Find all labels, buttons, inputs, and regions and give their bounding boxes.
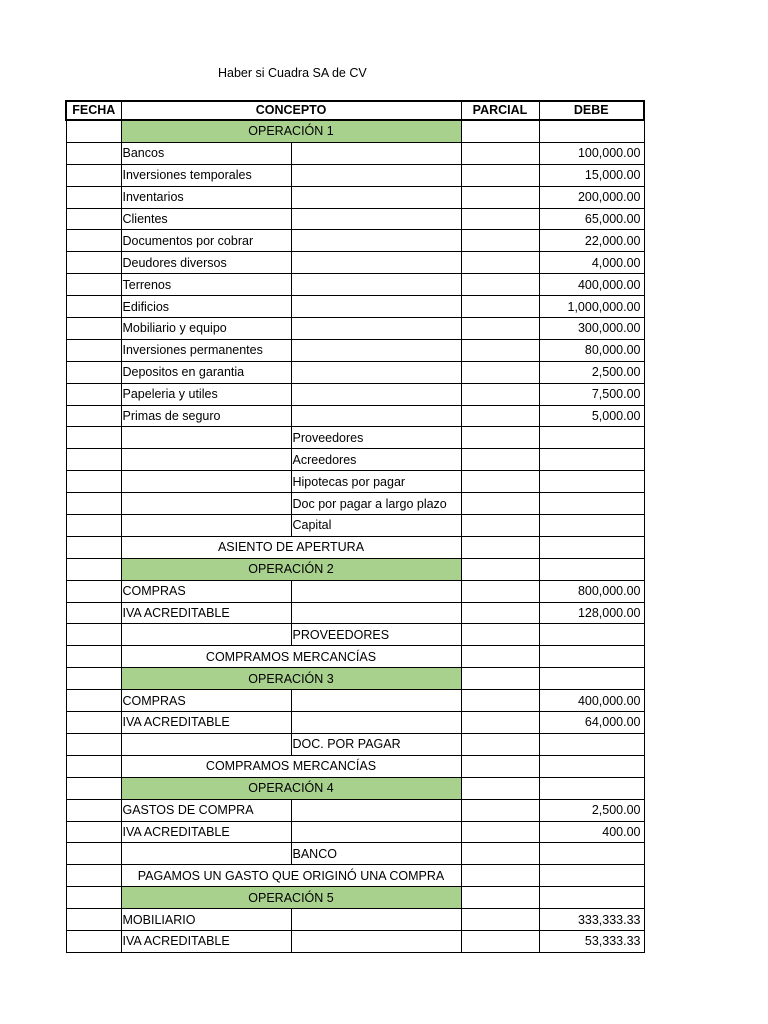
parcial-cell bbox=[461, 515, 539, 537]
debit-account: Edificios bbox=[121, 296, 291, 318]
fecha-cell bbox=[66, 252, 121, 274]
concepto-debit-cell bbox=[121, 733, 291, 755]
table-row bbox=[66, 339, 644, 361]
concepto-debit-cell bbox=[121, 493, 291, 515]
concepto-credit-cell bbox=[291, 361, 461, 383]
parcial-cell bbox=[461, 449, 539, 471]
parcial-cell bbox=[461, 865, 539, 887]
debit-account: Deudores diversos bbox=[121, 252, 291, 274]
debe-amount: 64,000.00 bbox=[539, 712, 644, 734]
credit-account: Hipotecas por pagar bbox=[291, 471, 461, 493]
fecha-cell bbox=[66, 646, 121, 668]
parcial-cell bbox=[461, 558, 539, 580]
debe-amount bbox=[539, 777, 644, 799]
concepto-credit-cell bbox=[291, 208, 461, 230]
parcial-cell bbox=[461, 690, 539, 712]
parcial-cell bbox=[461, 405, 539, 427]
parcial-cell bbox=[461, 208, 539, 230]
journal-body bbox=[66, 120, 644, 952]
table-row bbox=[66, 383, 644, 405]
parcial-cell bbox=[461, 646, 539, 668]
operation-header-row bbox=[66, 558, 644, 580]
table-row bbox=[66, 230, 644, 252]
debit-account: Depositos en garantia bbox=[121, 361, 291, 383]
parcial-cell bbox=[461, 755, 539, 777]
concepto-debit-cell bbox=[121, 427, 291, 449]
debe-amount: 5,000.00 bbox=[539, 405, 644, 427]
parcial-cell bbox=[461, 536, 539, 558]
fecha-cell bbox=[66, 843, 121, 865]
parcial-cell bbox=[461, 668, 539, 690]
concepto-credit-cell bbox=[291, 296, 461, 318]
parcial-cell bbox=[461, 602, 539, 624]
debit-account: COMPRAS bbox=[121, 690, 291, 712]
table-row bbox=[66, 690, 644, 712]
parcial-cell bbox=[461, 383, 539, 405]
header-concepto: CONCEPTO bbox=[121, 101, 461, 120]
concepto-debit-cell bbox=[121, 449, 291, 471]
concepto-credit-cell bbox=[291, 930, 461, 952]
debe-amount bbox=[539, 515, 644, 537]
debe-amount bbox=[539, 843, 644, 865]
concepto-debit-cell bbox=[121, 624, 291, 646]
parcial-cell bbox=[461, 339, 539, 361]
table-row bbox=[66, 361, 644, 383]
parcial-cell bbox=[461, 624, 539, 646]
debe-amount: 80,000.00 bbox=[539, 339, 644, 361]
fecha-cell bbox=[66, 296, 121, 318]
concepto-credit-cell bbox=[291, 339, 461, 361]
debe-amount: 15,000.00 bbox=[539, 164, 644, 186]
fecha-cell bbox=[66, 733, 121, 755]
fecha-cell bbox=[66, 668, 121, 690]
parcial-cell bbox=[461, 909, 539, 931]
fecha-cell bbox=[66, 383, 121, 405]
fecha-cell bbox=[66, 164, 121, 186]
debit-account: Primas de seguro bbox=[121, 405, 291, 427]
parcial-cell bbox=[461, 120, 539, 142]
parcial-cell bbox=[461, 186, 539, 208]
concepto-credit-cell bbox=[291, 821, 461, 843]
debit-account: Papeleria y utiles bbox=[121, 383, 291, 405]
concepto-credit-cell bbox=[291, 164, 461, 186]
debe-amount: 400,000.00 bbox=[539, 690, 644, 712]
debe-amount: 400,000.00 bbox=[539, 274, 644, 296]
debe-amount: 4,000.00 bbox=[539, 252, 644, 274]
parcial-cell bbox=[461, 799, 539, 821]
table-row bbox=[66, 186, 644, 208]
table-row bbox=[66, 274, 644, 296]
debe-amount bbox=[539, 536, 644, 558]
credit-account: Proveedores bbox=[291, 427, 461, 449]
fecha-cell bbox=[66, 930, 121, 952]
fecha-cell bbox=[66, 887, 121, 909]
fecha-cell bbox=[66, 361, 121, 383]
fecha-cell bbox=[66, 865, 121, 887]
debe-amount bbox=[539, 733, 644, 755]
debe-amount: 2,500.00 bbox=[539, 799, 644, 821]
debe-amount bbox=[539, 865, 644, 887]
journal-table bbox=[65, 100, 645, 953]
parcial-cell bbox=[461, 164, 539, 186]
debe-amount: 333,333.33 bbox=[539, 909, 644, 931]
debe-amount bbox=[539, 668, 644, 690]
table-row bbox=[66, 580, 644, 602]
table-row bbox=[66, 821, 644, 843]
operation-label: OPERACIÓN 5 bbox=[121, 887, 461, 909]
concepto-credit-cell bbox=[291, 186, 461, 208]
debe-amount: 200,000.00 bbox=[539, 186, 644, 208]
debe-amount: 53,333.33 bbox=[539, 930, 644, 952]
parcial-cell bbox=[461, 493, 539, 515]
fecha-cell bbox=[66, 558, 121, 580]
table-row bbox=[66, 799, 644, 821]
parcial-cell bbox=[461, 274, 539, 296]
debe-amount bbox=[539, 427, 644, 449]
parcial-cell bbox=[461, 471, 539, 493]
debit-account: IVA ACREDITABLE bbox=[121, 930, 291, 952]
concepto-credit-cell bbox=[291, 230, 461, 252]
table-row bbox=[66, 471, 644, 493]
debit-account: COMPRAS bbox=[121, 580, 291, 602]
concepto-credit-cell bbox=[291, 602, 461, 624]
fecha-cell bbox=[66, 821, 121, 843]
operation-header-row bbox=[66, 777, 644, 799]
entry-description-row bbox=[66, 646, 644, 668]
fecha-cell bbox=[66, 208, 121, 230]
table-row bbox=[66, 318, 644, 340]
table-row bbox=[66, 252, 644, 274]
fecha-cell bbox=[66, 777, 121, 799]
fecha-cell bbox=[66, 471, 121, 493]
fecha-cell bbox=[66, 580, 121, 602]
fecha-cell bbox=[66, 690, 121, 712]
parcial-cell bbox=[461, 230, 539, 252]
fecha-cell bbox=[66, 142, 121, 164]
table-row bbox=[66, 843, 644, 865]
parcial-cell bbox=[461, 296, 539, 318]
debe-amount bbox=[539, 646, 644, 668]
fecha-cell bbox=[66, 493, 121, 515]
parcial-cell bbox=[461, 887, 539, 909]
parcial-cell bbox=[461, 427, 539, 449]
debe-amount bbox=[539, 493, 644, 515]
table-row bbox=[66, 208, 644, 230]
table-row bbox=[66, 624, 644, 646]
operation-header-row bbox=[66, 120, 644, 142]
debe-amount: 2,500.00 bbox=[539, 361, 644, 383]
entry-description-row bbox=[66, 865, 644, 887]
fecha-cell bbox=[66, 624, 121, 646]
table-row bbox=[66, 427, 644, 449]
parcial-cell bbox=[461, 712, 539, 734]
credit-account: Acreedores bbox=[291, 449, 461, 471]
credit-account: DOC. POR PAGAR bbox=[291, 733, 461, 755]
debe-amount bbox=[539, 887, 644, 909]
table-row bbox=[66, 164, 644, 186]
table-row bbox=[66, 712, 644, 734]
operation-header-row bbox=[66, 887, 644, 909]
fecha-cell bbox=[66, 536, 121, 558]
entry-description: COMPRAMOS MERCANCÍAS bbox=[121, 646, 461, 668]
operation-header-row bbox=[66, 668, 644, 690]
debe-amount bbox=[539, 624, 644, 646]
header-row bbox=[66, 101, 644, 120]
concepto-credit-cell bbox=[291, 405, 461, 427]
debe-amount: 100,000.00 bbox=[539, 142, 644, 164]
debit-account: Documentos por cobrar bbox=[121, 230, 291, 252]
fecha-cell bbox=[66, 230, 121, 252]
fecha-cell bbox=[66, 427, 121, 449]
table-row bbox=[66, 909, 644, 931]
debit-account: GASTOS DE COMPRA bbox=[121, 799, 291, 821]
fecha-cell bbox=[66, 274, 121, 296]
fecha-cell bbox=[66, 755, 121, 777]
table-row bbox=[66, 296, 644, 318]
fecha-cell bbox=[66, 318, 121, 340]
parcial-cell bbox=[461, 361, 539, 383]
concepto-credit-cell bbox=[291, 909, 461, 931]
concepto-debit-cell bbox=[121, 843, 291, 865]
operation-label: OPERACIÓN 3 bbox=[121, 668, 461, 690]
parcial-cell bbox=[461, 843, 539, 865]
operation-label: OPERACIÓN 4 bbox=[121, 777, 461, 799]
header-fecha: FECHA bbox=[66, 101, 121, 120]
table-row bbox=[66, 515, 644, 537]
operation-label: OPERACIÓN 2 bbox=[121, 558, 461, 580]
debe-amount bbox=[539, 558, 644, 580]
parcial-cell bbox=[461, 777, 539, 799]
debe-amount: 22,000.00 bbox=[539, 230, 644, 252]
debe-amount: 400.00 bbox=[539, 821, 644, 843]
fecha-cell bbox=[66, 799, 121, 821]
table-row bbox=[66, 449, 644, 471]
fecha-cell bbox=[66, 405, 121, 427]
debit-account: IVA ACREDITABLE bbox=[121, 712, 291, 734]
fecha-cell bbox=[66, 449, 121, 471]
fecha-cell bbox=[66, 120, 121, 142]
concepto-credit-cell bbox=[291, 318, 461, 340]
table-row bbox=[66, 493, 644, 515]
debit-account: Clientes bbox=[121, 208, 291, 230]
entry-description: PAGAMOS UN GASTO QUE ORIGINÓ UNA COMPRA bbox=[121, 865, 461, 887]
concepto-debit-cell bbox=[121, 471, 291, 493]
debe-amount bbox=[539, 449, 644, 471]
table-row bbox=[66, 733, 644, 755]
parcial-cell bbox=[461, 252, 539, 274]
credit-account: Doc por pagar a largo plazo bbox=[291, 493, 461, 515]
concepto-credit-cell bbox=[291, 142, 461, 164]
table-row bbox=[66, 930, 644, 952]
parcial-cell bbox=[461, 580, 539, 602]
debe-amount: 7,500.00 bbox=[539, 383, 644, 405]
credit-account: BANCO bbox=[291, 843, 461, 865]
credit-account: PROVEEDORES bbox=[291, 624, 461, 646]
concepto-credit-cell bbox=[291, 383, 461, 405]
debit-account: IVA ACREDITABLE bbox=[121, 821, 291, 843]
debit-account: Inversiones temporales bbox=[121, 164, 291, 186]
debe-amount bbox=[539, 471, 644, 493]
parcial-cell bbox=[461, 930, 539, 952]
parcial-cell bbox=[461, 821, 539, 843]
concepto-credit-cell bbox=[291, 799, 461, 821]
debe-amount: 65,000.00 bbox=[539, 208, 644, 230]
header-debe: DEBE bbox=[539, 101, 644, 120]
concepto-credit-cell bbox=[291, 690, 461, 712]
debe-amount: 128,000.00 bbox=[539, 602, 644, 624]
header-parcial: PARCIAL bbox=[461, 101, 539, 120]
concepto-credit-cell bbox=[291, 274, 461, 296]
concepto-credit-cell bbox=[291, 712, 461, 734]
entry-description: COMPRAMOS MERCANCÍAS bbox=[121, 755, 461, 777]
debit-account: MOBILIARIO bbox=[121, 909, 291, 931]
operation-label: OPERACIÓN 1 bbox=[121, 120, 461, 142]
debit-account: Inversiones permanentes bbox=[121, 339, 291, 361]
credit-account: Capital bbox=[291, 515, 461, 537]
concepto-credit-cell bbox=[291, 252, 461, 274]
parcial-cell bbox=[461, 318, 539, 340]
table-row bbox=[66, 142, 644, 164]
debe-amount: 300,000.00 bbox=[539, 318, 644, 340]
parcial-cell bbox=[461, 733, 539, 755]
debe-amount bbox=[539, 755, 644, 777]
entry-description-row bbox=[66, 755, 644, 777]
debe-amount: 1,000,000.00 bbox=[539, 296, 644, 318]
fecha-cell bbox=[66, 186, 121, 208]
parcial-cell bbox=[461, 142, 539, 164]
debit-account: Mobiliario y equipo bbox=[121, 318, 291, 340]
concepto-credit-cell bbox=[291, 580, 461, 602]
fecha-cell bbox=[66, 712, 121, 734]
table-row bbox=[66, 602, 644, 624]
debit-account: Bancos bbox=[121, 142, 291, 164]
entry-description-row bbox=[66, 536, 644, 558]
fecha-cell bbox=[66, 909, 121, 931]
concepto-debit-cell bbox=[121, 515, 291, 537]
table-row bbox=[66, 405, 644, 427]
debe-amount: 800,000.00 bbox=[539, 580, 644, 602]
debit-account: Inventarios bbox=[121, 186, 291, 208]
fecha-cell bbox=[66, 515, 121, 537]
fecha-cell bbox=[66, 602, 121, 624]
entry-description: ASIENTO DE APERTURA bbox=[121, 536, 461, 558]
debit-account: Terrenos bbox=[121, 274, 291, 296]
debe-amount bbox=[539, 120, 644, 142]
company-title: Haber si Cuadra SA de CV bbox=[218, 66, 367, 80]
debit-account: IVA ACREDITABLE bbox=[121, 602, 291, 624]
fecha-cell bbox=[66, 339, 121, 361]
